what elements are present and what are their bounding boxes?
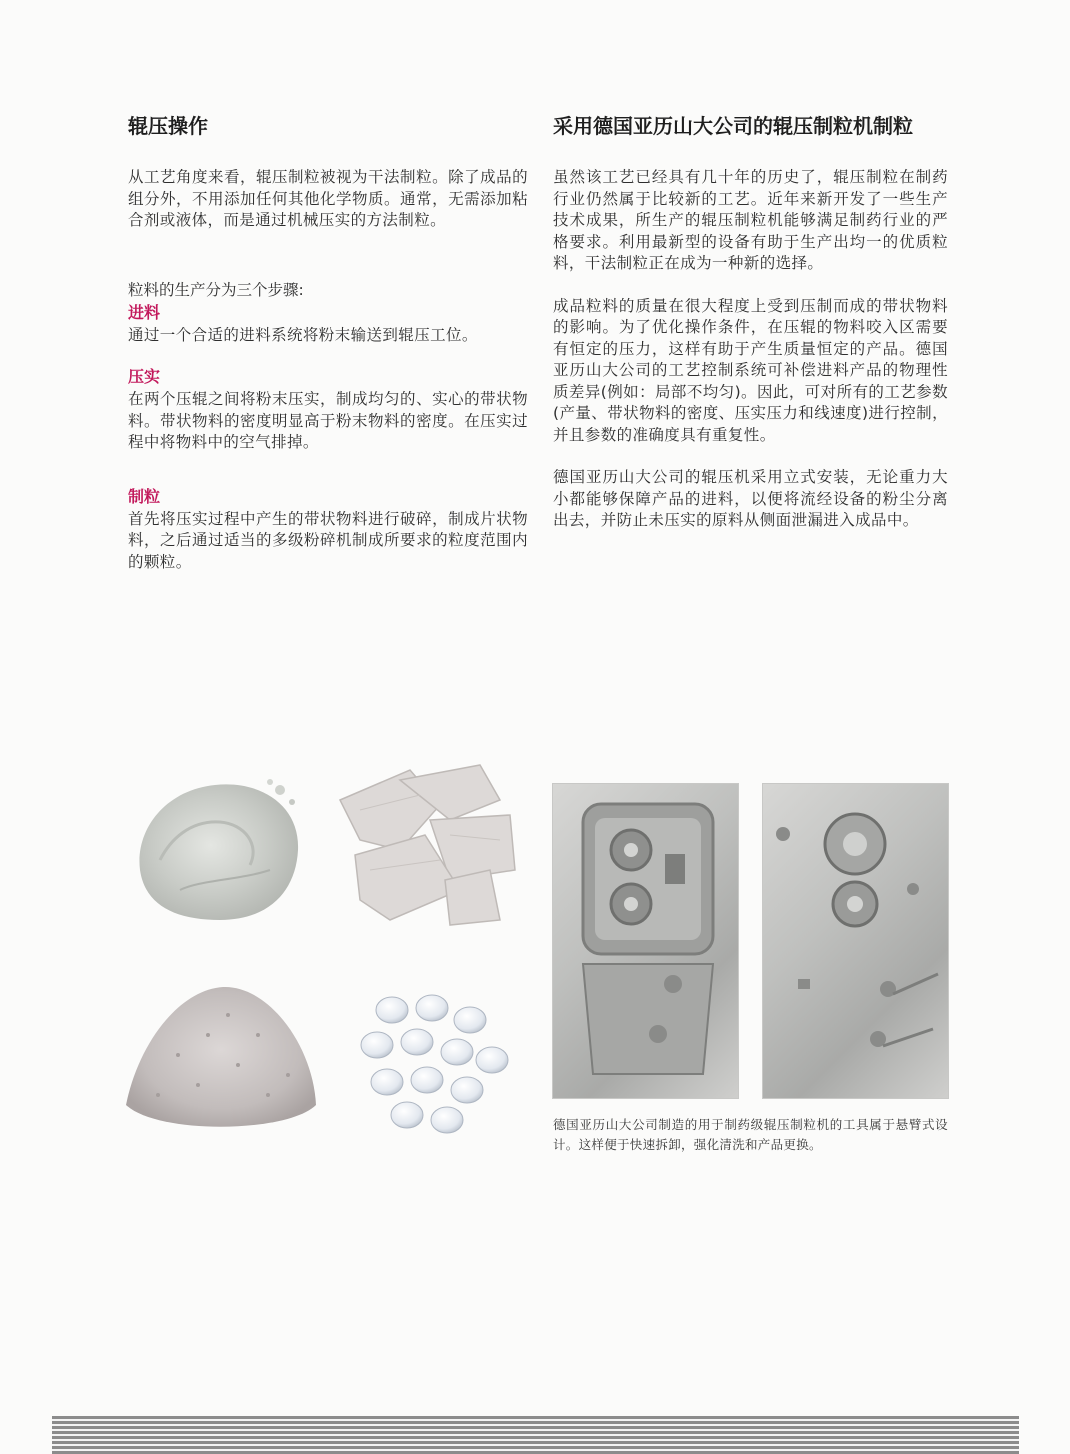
granules-sample-image (118, 975, 323, 1140)
right-heading: 采用德国亚历山大公司的辊压制粒机制粒 (553, 114, 913, 138)
right-paragraph-3: 德国亚历山大公司的辊压机采用立式安装，无论重力大小都能够保障产品的进料，以便将流经设备的粉尘分离出去，并防止未压实的原料从侧面泄漏进入成品中。 (553, 468, 948, 529)
footer-stripes (52, 1416, 1019, 1454)
right-paragraph-2: 成品粒料的质量在很大程度上受到压制而成的带状物料的影响。为了优化操作条件，在压辊的物料咬入区需要有恒定的压力，这样有助于产生质量恒定的产品。德国亚历山大公司的工艺控制系统可补偿进料产品的物理性质差异(例如：局部不均匀)。因此，可对所有的工艺参数(产量、带状物料的密度、压实压力和线速度)进行控制，并且参数的准确度具有重复性。 (553, 296, 948, 444)
powder-sample-image (120, 760, 320, 930)
step-text-granulate: 首先将压实过程中产生的带状物料进行破碎，制成片状物料，之后通过适当的多级粉碎机制成所要求的粒度范围内的颗粒。 (128, 509, 528, 571)
step-text-feed: 通过一个合适的进料系统将粉末输送到辊压工位。 (128, 325, 478, 344)
photo-caption: 德国亚历山大公司制造的用于制药级辊压制粒机的工具属于悬臂式设计。这样便于快速拆卸，强化清洗和产品更换。 (553, 1117, 948, 1152)
step-title-granulate: 制粒 (128, 486, 161, 506)
step-text-compact: 在两个压辊之间将粉末压实，制成均匀的、实心的带状物料。带状物料的密度明显高于粉末物料的密度。在压实过程中将物料中的空气排掉。 (128, 390, 528, 451)
right-paragraph-1: 虽然该工艺已经具有几十年的历史了，辊压制粒在制药行业仍然属于比较新的工艺。近年来新开发了一些生产技术成果，所生产的辊压制粒机能够满足制药行业的严格要求。利用最新型的设备有助于生产出均一的优质粒料，干法制粒正在成为一种新的选择。 (553, 168, 948, 272)
roller-compactor-photo-left (552, 783, 739, 1099)
left-intro: 从工艺角度来看，辊压制粒被视为干法制粒。除了成品的组分外，不用添加任何其他化学物质。通常，无需添加粘合剂或液体，而是通过机械压实的方法制粒。 (128, 168, 528, 229)
tablets-sample-image (352, 990, 512, 1140)
flakes-sample-image (330, 760, 525, 930)
step-title-feed: 进料 (128, 302, 161, 322)
step-title-compact: 压实 (128, 367, 161, 386)
steps-label: 粒料的生产分为三个步骤: (128, 280, 304, 299)
left-heading: 辊压操作 (128, 114, 208, 138)
roller-compactor-photo-right (762, 783, 949, 1099)
right-column (553, 112, 948, 532)
left-column (128, 112, 528, 573)
